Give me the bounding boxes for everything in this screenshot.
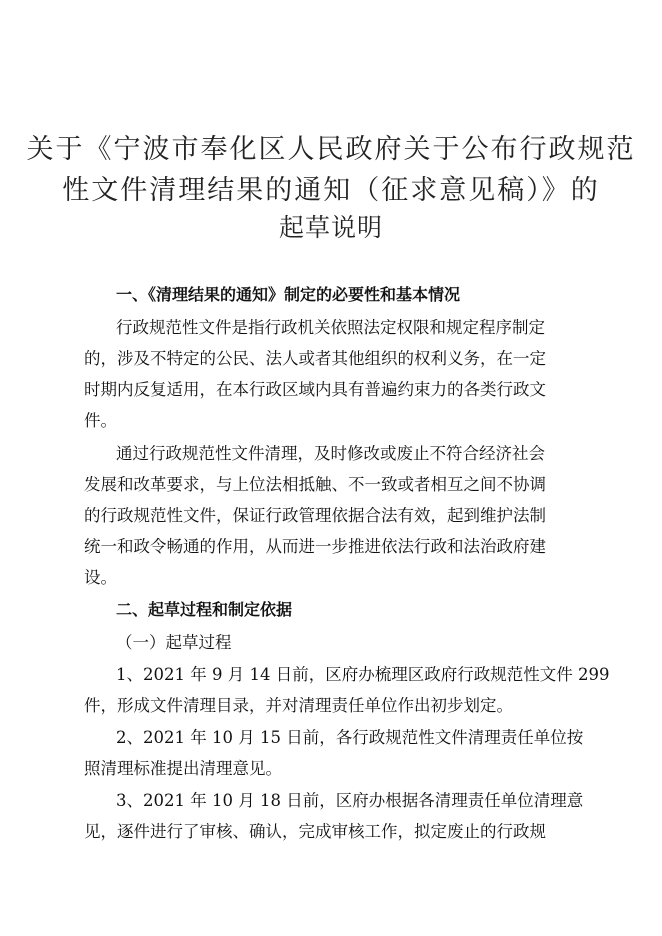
document-title-line-1: 关于《宁波市奉化区人民政府关于公布行政规范 xyxy=(26,134,636,165)
section-heading-1: 一、《清理结果的通知》制定的必要性和基本情况 xyxy=(116,285,461,304)
paragraph-line: 件，形成文件清理目录，并对清理责任单位作出初步划定。 xyxy=(84,696,513,715)
paragraph-line: 行政规范性文件是指行政机关依照法定权限和规定程序制定 xyxy=(116,318,545,337)
paragraph-line: 的，涉及不特定的公民、法人或者其他组织的权利义务，在一定 xyxy=(84,349,546,368)
paragraph-line: 通过行政规范性文件清理，及时修改或废止不符合经济社会 xyxy=(116,444,545,463)
paragraph-line: 见，逐件进行了审核、确认，完成审核工作，拟定废止的行政规 xyxy=(84,822,546,841)
paragraph-line: 发展和改革要求，与上位法相抵触、不一致或者相互之间不协调 xyxy=(84,475,546,494)
paragraph-line: 设。 xyxy=(84,568,117,587)
paragraph-line: 2、2021 年 10 月 15 日前，各行政规范性文件清理责任单位按 xyxy=(116,728,584,747)
paragraph-line: 3、2021 年 10 月 18 日前，区府办根据各清理责任单位清理意 xyxy=(116,791,584,810)
paragraph-line: 时期内反复适用，在本行政区域内具有普遍约束力的各类行政文 xyxy=(84,380,546,399)
paragraph-line: 统一和政令畅通的作用，从而进一步推进依法行政和法治政府建 xyxy=(84,537,546,556)
paragraph-line: 1、2021 年 9 月 14 日前，区府办梳理区政府行政规范性文件 299 xyxy=(116,665,610,684)
paragraph-line: 照清理标准提出清理意见。 xyxy=(84,759,282,778)
subsection-heading: （一）起草过程 xyxy=(116,633,232,652)
document-title-line-3: 起草说明 xyxy=(278,213,383,242)
paragraph-line: 件。 xyxy=(84,411,117,430)
document-title-line-2: 性文件清理结果的通知（征求意见稿）》的 xyxy=(62,175,600,206)
paragraph-line: 的行政规范性文件，保证行政管理依据合法有效，起到维护法制 xyxy=(84,506,546,525)
section-heading-2: 二、起草过程和制定依据 xyxy=(116,600,293,619)
